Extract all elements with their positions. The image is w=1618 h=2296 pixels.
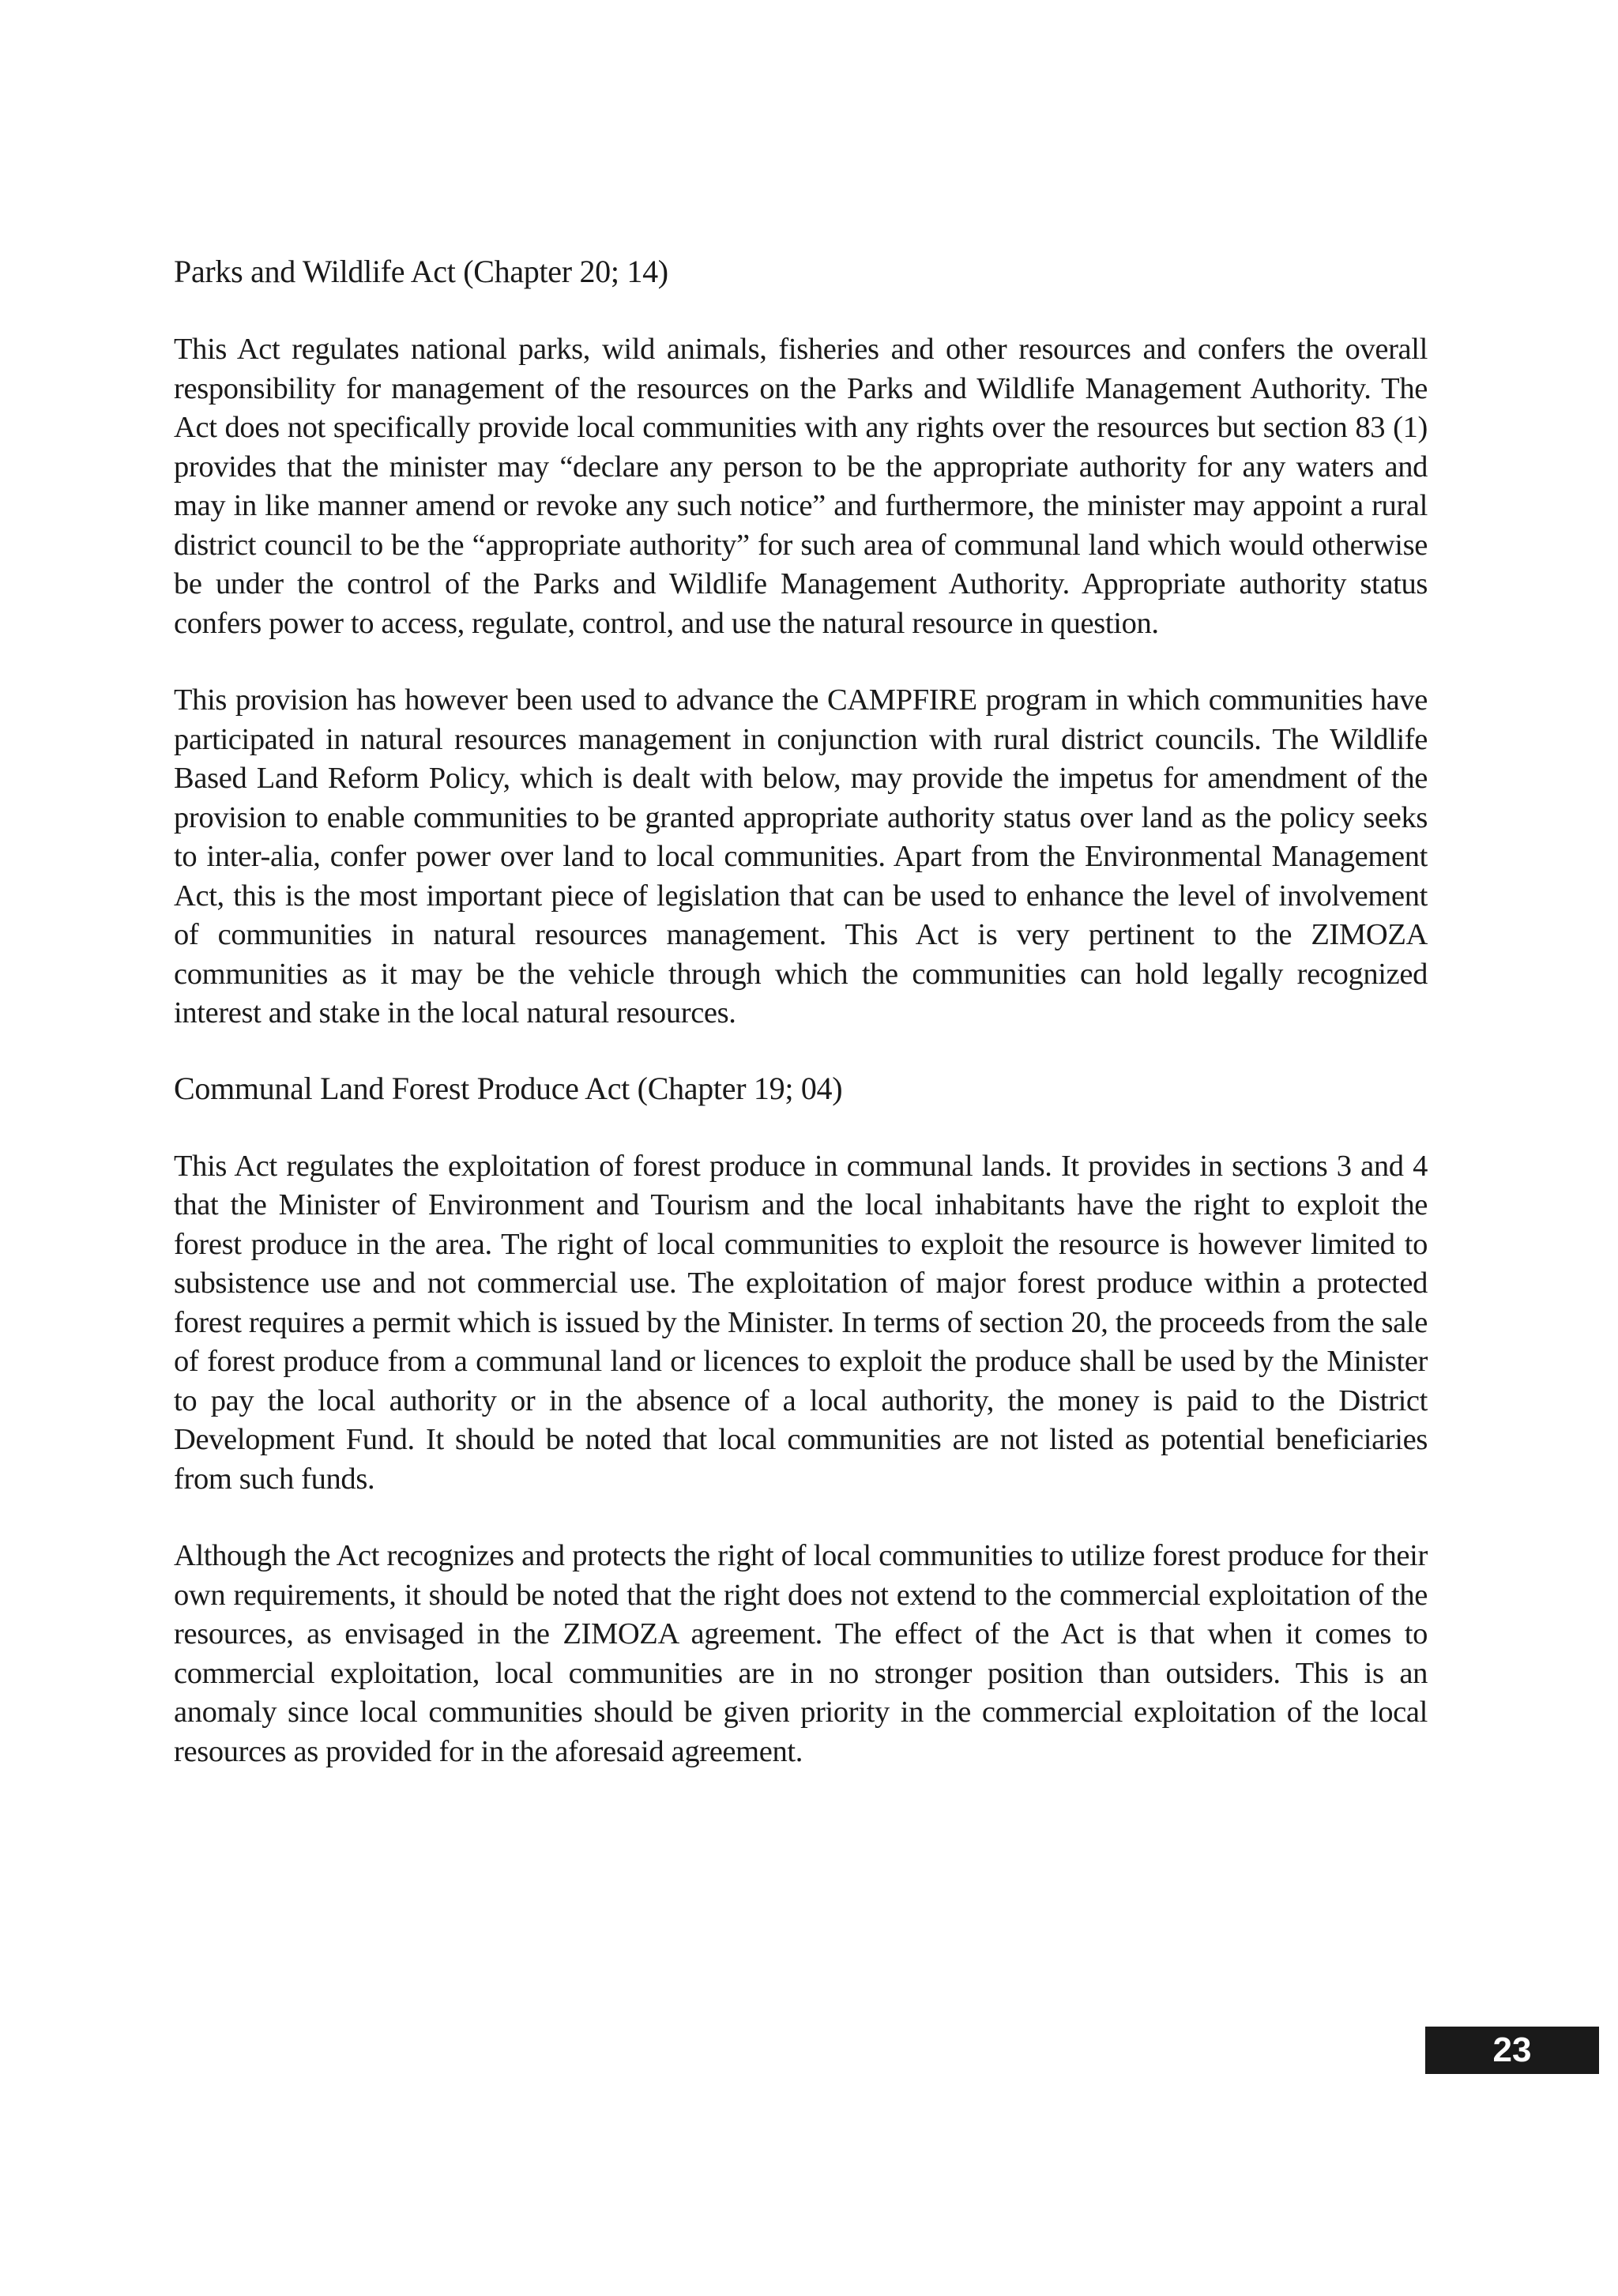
paragraph: This Act regulates the exploitation of forest produce in communal lands. It provides in sections 3 and 4 that the Minister of Environment and Tourism and the local inhabitants have the right to exploit the forest produce in the area. The right of local communities to exploit the resource is however limited to subsistence use and not commercial use. The exploitation of major forest produce within a protected forest requires a permit which is issued by the Minister. In terms of section 20, the proceeds from the sale of forest produce from a communal land or licences to exploit the produce shall be used by the Minister to pay the local authority or in the absence of a local authority, the money is paid to the District Development Fund. It should be noted that local communities are not listed as potential beneficiaries from such funds. (174, 1149, 1428, 1496)
paragraph: Although the Act recognizes and protects the right of local communities to utilize forest produce for their own requirements, it should be noted that the right does not extend to the commercial exploitation of the resources, as envisaged in the ZIMOZA agreement. The effect of the Act is that when it comes to commercial exploitation, local communities are in no stronger position than outsiders. This is an anomaly since local communities should be given priority in the commercial exploitation of the local resources as provided for in the aforesaid agreement. (174, 1539, 1428, 1768)
page-number: 23 (1492, 2031, 1532, 2069)
page-content (174, 251, 1428, 1809)
paragraph: This provision has however been used to advance the CAMPFIRE program in which communities have participated in natural resources management in conjunction with rural district councils. The Wildlife Based Land Reform Policy, which is dealt with below, may provide the impetus for amendment of the provision to enable communities to be granted appropriate authority status over land as the policy seeks to inter-alia, confer power over land to local communities. Apart from the Environmental Management Act, this is the most important piece of legislation that can be used to enhance the level of involvement of communities in natural resources management. This Act is very pertinent to the ZIMOZA communities as it may be the vehicle through which the communities can hold legally recognized interest and stake in the local natural resources. (174, 683, 1428, 1029)
page-number-badge (1425, 2027, 1599, 2074)
paragraph: This Act regulates national parks, wild animals, fisheries and other resources and confers the overall responsibility for management of the resources on the Parks and Wildlife Management Authority. The Act does not specifically provide local communities with any rights over the resources but section 83 (1) provides that the minister may “declare any person to be the appropriate authority for any waters and may in like manner amend or revoke any such notice” and furthermore, the minister may appoint a rural district council to be the “appropriate authority” for such area of communal land which would otherwise be under the control of the Parks and Wildlife Management Authority. Appropriate authority status confers power to access, regulate, control, and use the natural resource in question. (174, 333, 1428, 640)
section-heading-parks-wildlife-act: Parks and Wildlife Act (Chapter 20; 14) (174, 254, 668, 289)
section-heading-communal-land-forest-produce-act: Communal Land Forest Produce Act (Chapter 19; 04) (174, 1070, 843, 1106)
